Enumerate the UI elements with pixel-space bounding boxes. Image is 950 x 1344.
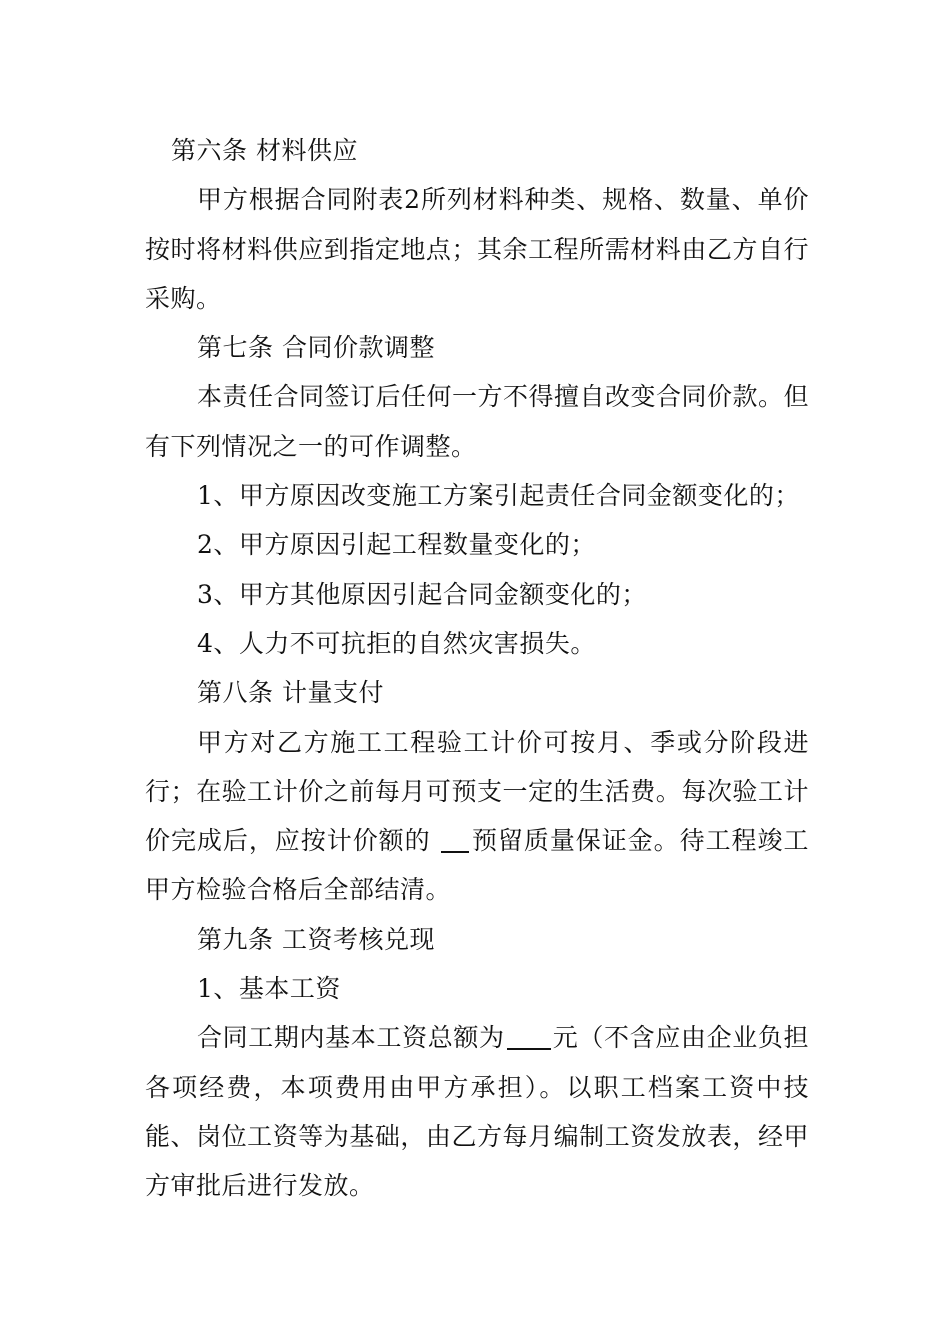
article-7-heading: 第七条 合同价款调整 [197, 333, 435, 363]
article-6-paragraph: 甲方根据合同附表2所列材料种类、规格、数量、单价按时将材料供应到指定地点；其余工程所需材料由乙方自行采购。 [145, 185, 809, 313]
article-7-item-4: 4、人力不可抗拒的自然灾害损失。 [197, 628, 596, 658]
article-8-paragraph [145, 718, 809, 915]
article-6-heading: 第六条 材料供应 [171, 136, 358, 165]
document-body [145, 126, 809, 1211]
article-7-item-2: 2、甲方原因引起工程数量变化的； [197, 530, 596, 560]
article-8-heading: 第八条 计量支付 [197, 678, 384, 708]
article-9-heading: 第九条 工资考核兑现 [197, 924, 435, 954]
article-9-paragraph [145, 1013, 809, 1210]
retention-rate-blank [441, 827, 469, 853]
article-7-item-1: 1、甲方原因改变施工方案引起责任合同金额变化的； [197, 481, 800, 511]
article-9-text-after-blank: 元（不含应由企业负担各项经费，本项费用由甲方承担）。以职工档案工资中技能、岗位工资等为基础，由乙方每月编制工资发放表，经甲方审批后进行发放。 [145, 1023, 809, 1201]
article-7-item-3: 3、甲方其他原因引起合同金额变化的； [197, 579, 647, 609]
article-9-text-before-blank: 合同工期内基本工资总额为 [197, 1023, 505, 1053]
article-8-text-before-blank: 甲方对乙方施工工程验工计价可按月、季或分阶段进行；在验工计价之前每月可预支一定的生活费。每次验工计价完成后，应按计价额的 [145, 727, 809, 856]
article-8-text-after-blank: 预留质量保证金。待工程竣工甲方检验合格后全部结清。 [145, 826, 809, 905]
article-7-paragraph: 本责任合同签订后任何一方不得擅自改变合同价款。但有下列情况之一的可作调整。 [145, 382, 810, 461]
base-wage-amount-blank [507, 1024, 551, 1050]
article-9-subheading-1: 1、基本工资 [197, 974, 341, 1004]
